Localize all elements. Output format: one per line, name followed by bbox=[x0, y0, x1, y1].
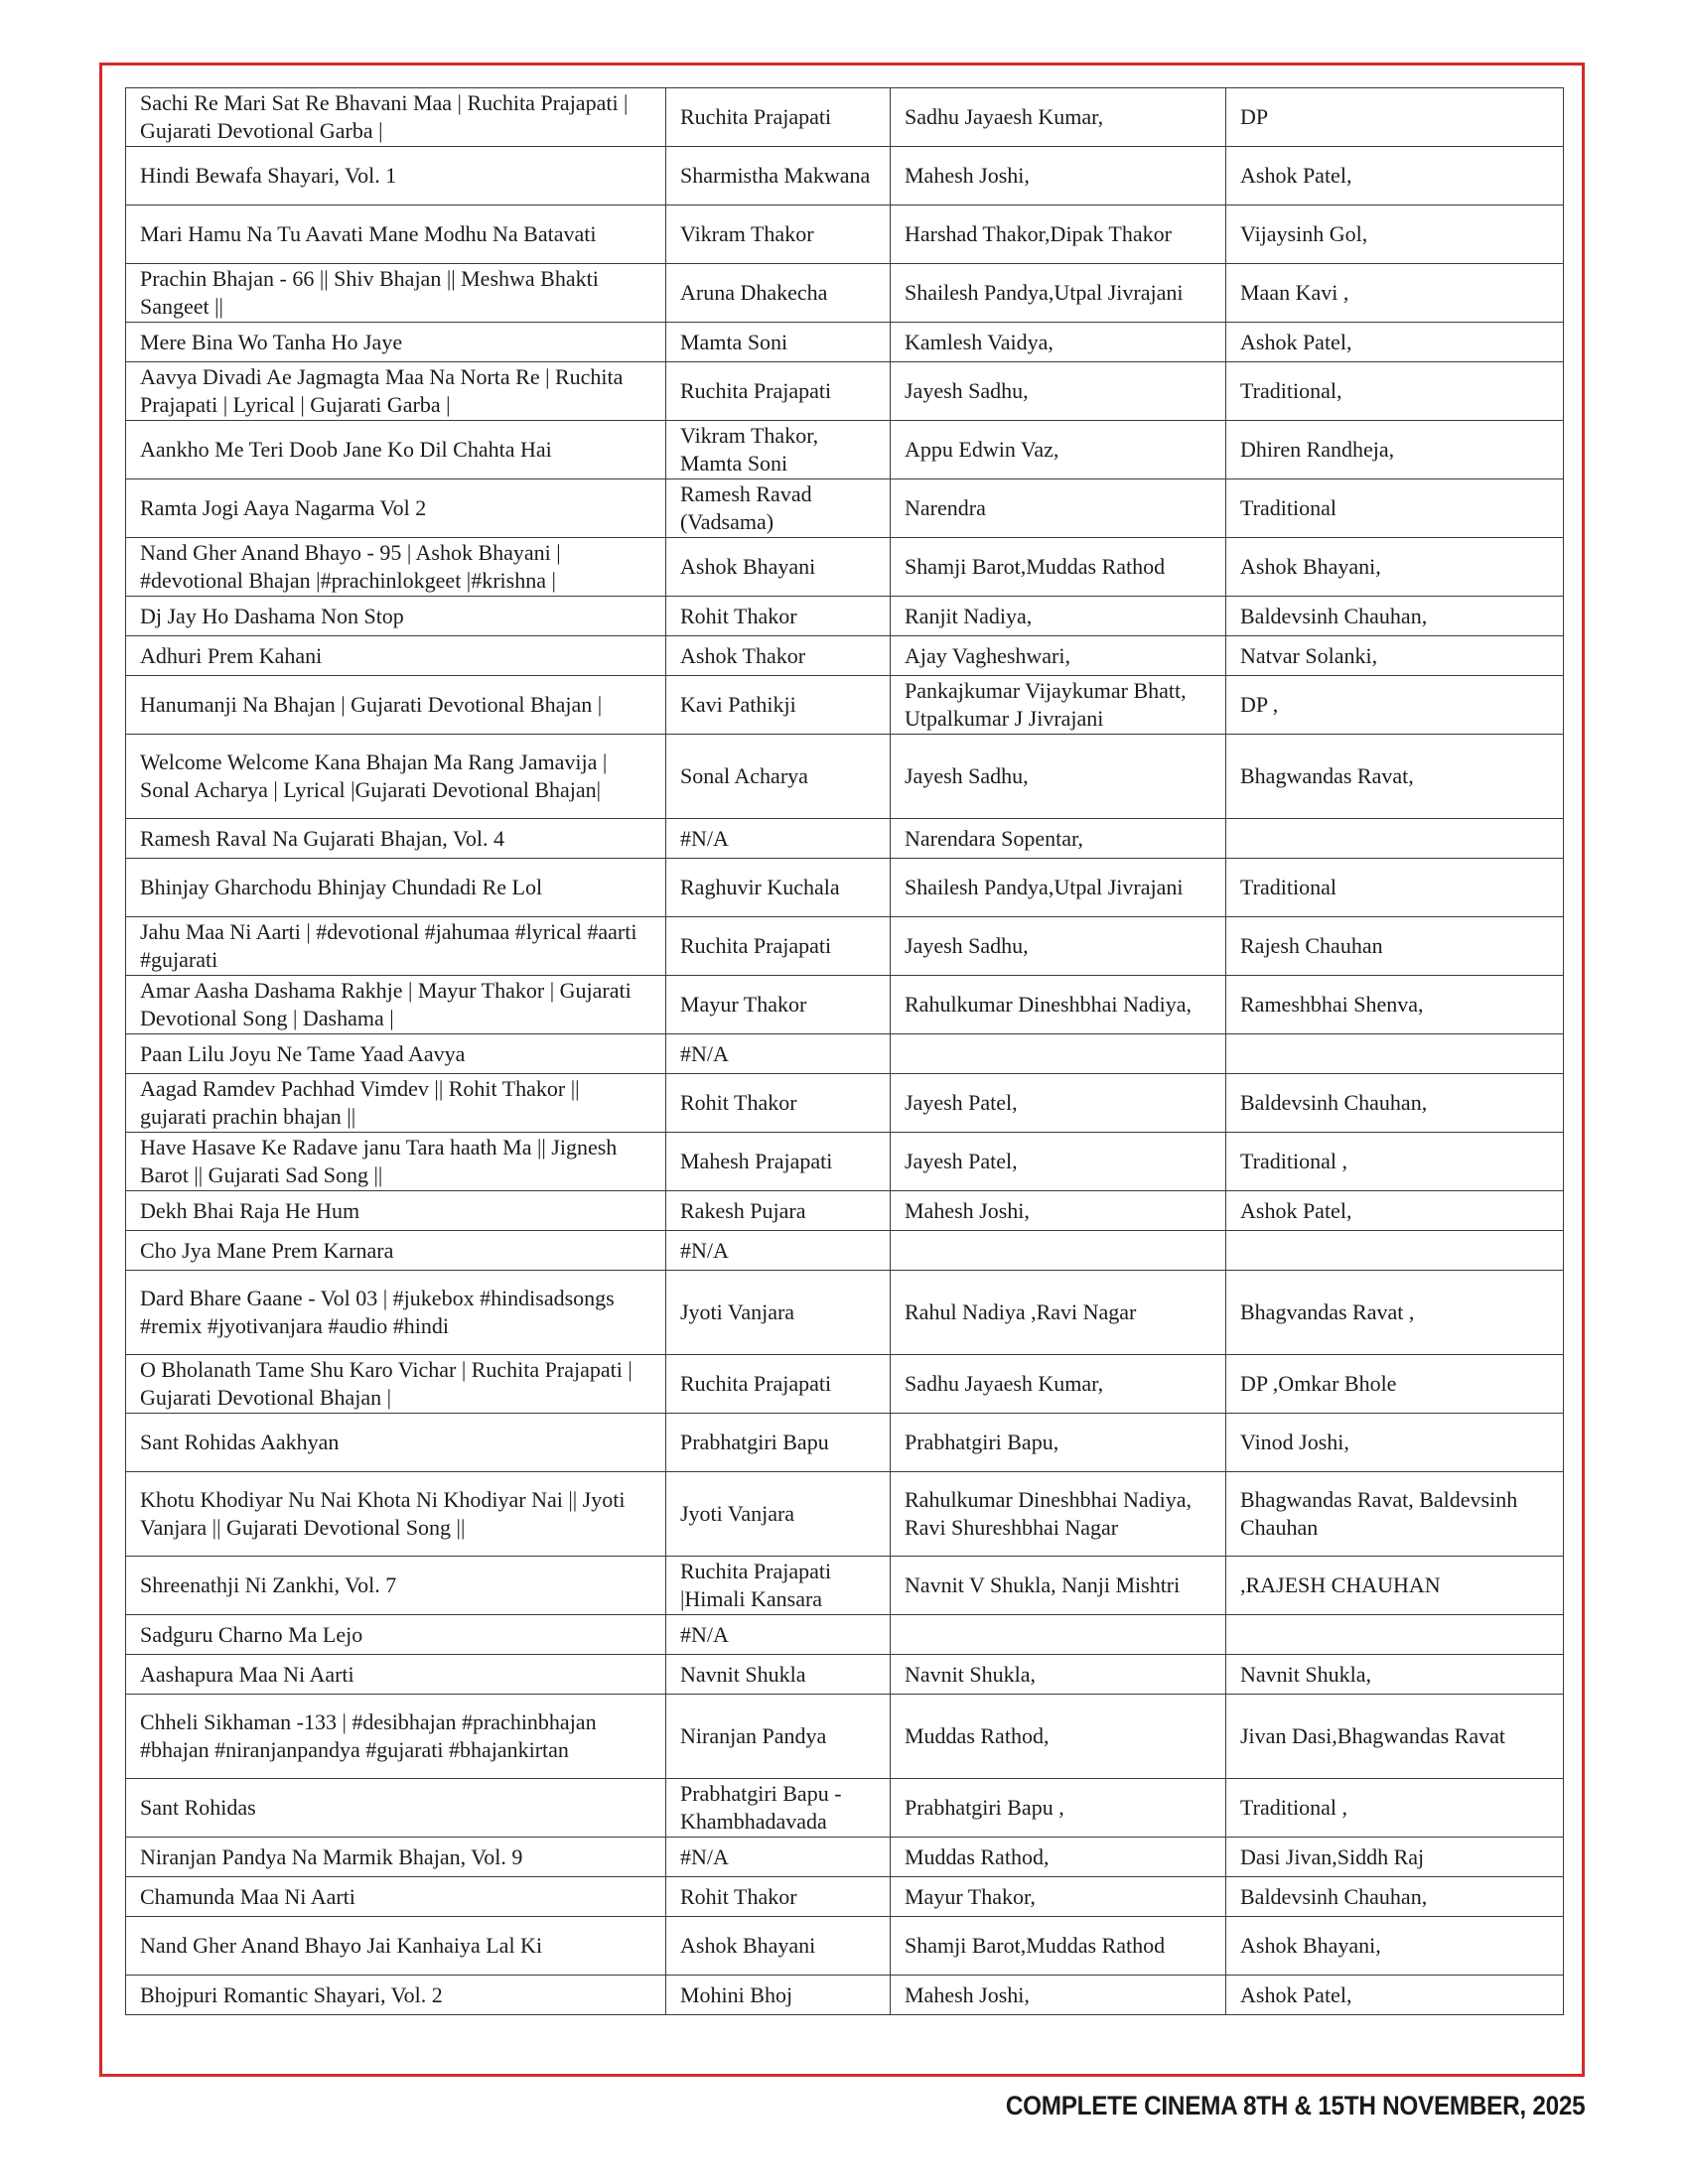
lyricist-cell: Dhiren Randheja, bbox=[1226, 421, 1564, 479]
table-row bbox=[126, 636, 1564, 676]
singer-cell: Kavi Pathikji bbox=[666, 676, 891, 735]
music-director-cell: Shailesh Pandya,Utpal Jivrajani bbox=[891, 859, 1226, 917]
music-director-cell: Appu Edwin Vaz, bbox=[891, 421, 1226, 479]
song-credits-table bbox=[125, 87, 1564, 2015]
lyricist-cell bbox=[1226, 1034, 1564, 1074]
table-row bbox=[126, 735, 1564, 819]
song-title-cell: Sachi Re Mari Sat Re Bhavani Maa | Ruchita Prajapati | Gujarati Devotional Garba | bbox=[126, 88, 666, 147]
music-director-cell: Muddas Rathod, bbox=[891, 1695, 1226, 1779]
singer-cell: Ruchita Prajapati bbox=[666, 917, 891, 976]
lyricist-cell: Ashok Patel, bbox=[1226, 1976, 1564, 2015]
table-row bbox=[126, 323, 1564, 362]
song-title-cell: O Bholanath Tame Shu Karo Vichar | Ruchita Prajapati | Gujarati Devotional Bhajan | bbox=[126, 1355, 666, 1414]
singer-cell: Mamta Soni bbox=[666, 323, 891, 362]
song-title-cell: Welcome Welcome Kana Bhajan Ma Rang Jamavija | Sonal Acharya | Lyrical |Gujarati Devotional Bhajan| bbox=[126, 735, 666, 819]
lyricist-cell: Ashok Bhayani, bbox=[1226, 538, 1564, 597]
singer-cell: Niranjan Pandya bbox=[666, 1695, 891, 1779]
table-row bbox=[126, 1877, 1564, 1917]
song-title-cell: Sadguru Charno Ma Lejo bbox=[126, 1615, 666, 1655]
song-title-cell: Cho Jya Mane Prem Karnara bbox=[126, 1231, 666, 1271]
lyricist-cell: Baldevsinh Chauhan, bbox=[1226, 597, 1564, 636]
table-row bbox=[126, 597, 1564, 636]
lyricist-cell: Traditional, bbox=[1226, 362, 1564, 421]
singer-cell: Ramesh Ravad (Vadsama) bbox=[666, 479, 891, 538]
lyricist-cell: Traditional bbox=[1226, 859, 1564, 917]
table-row bbox=[126, 1414, 1564, 1472]
song-title-cell: Aankho Me Teri Doob Jane Ko Dil Chahta Hai bbox=[126, 421, 666, 479]
singer-cell: #N/A bbox=[666, 1838, 891, 1877]
music-director-cell: Shailesh Pandya,Utpal Jivrajani bbox=[891, 264, 1226, 323]
lyricist-cell: Ashok Patel, bbox=[1226, 323, 1564, 362]
lyricist-cell bbox=[1226, 1615, 1564, 1655]
song-title-cell: Paan Lilu Joyu Ne Tame Yaad Aavya bbox=[126, 1034, 666, 1074]
table-row bbox=[126, 1355, 1564, 1414]
table-row bbox=[126, 1472, 1564, 1557]
music-director-cell: Shamji Barot,Muddas Rathod bbox=[891, 538, 1226, 597]
song-title-cell: Ramta Jogi Aaya Nagarma Vol 2 bbox=[126, 479, 666, 538]
song-title-cell: Dard Bhare Gaane - Vol 03 | #jukebox #hindisadsongs #remix #jyotivanjara #audio #hindi bbox=[126, 1271, 666, 1355]
song-title-cell: Jahu Maa Ni Aarti | #devotional #jahumaa #lyrical #aarti #gujarati bbox=[126, 917, 666, 976]
song-title-cell: Dekh Bhai Raja He Hum bbox=[126, 1191, 666, 1231]
table-row bbox=[126, 1271, 1564, 1355]
table-row bbox=[126, 1917, 1564, 1976]
lyricist-cell: Traditional bbox=[1226, 479, 1564, 538]
music-director-cell: Jayesh Sadhu, bbox=[891, 362, 1226, 421]
lyricist-cell: DP , bbox=[1226, 676, 1564, 735]
singer-cell: Jyoti Vanjara bbox=[666, 1472, 891, 1557]
singer-cell: Ruchita Prajapati bbox=[666, 1355, 891, 1414]
song-title-cell: Ramesh Raval Na Gujarati Bhajan, Vol. 4 bbox=[126, 819, 666, 859]
singer-cell: Rohit Thakor bbox=[666, 1877, 891, 1917]
music-director-cell: Jayesh Patel, bbox=[891, 1074, 1226, 1133]
music-director-cell bbox=[891, 1615, 1226, 1655]
music-director-cell: Jayesh Patel, bbox=[891, 1133, 1226, 1191]
table-row bbox=[126, 1557, 1564, 1615]
song-title-cell: Shreenathji Ni Zankhi, Vol. 7 bbox=[126, 1557, 666, 1615]
singer-cell: Prabhatgiri Bapu - Khambhadavada bbox=[666, 1779, 891, 1838]
music-director-cell: Prabhatgiri Bapu , bbox=[891, 1779, 1226, 1838]
music-director-cell: Sadhu Jayaesh Kumar, bbox=[891, 1355, 1226, 1414]
table-row bbox=[126, 676, 1564, 735]
music-director-cell bbox=[891, 1231, 1226, 1271]
lyricist-cell: Traditional , bbox=[1226, 1133, 1564, 1191]
song-title-cell: Mari Hamu Na Tu Aavati Mane Modhu Na Batavati bbox=[126, 205, 666, 264]
table-row bbox=[126, 1779, 1564, 1838]
table-row bbox=[126, 362, 1564, 421]
music-director-cell: Mahesh Joshi, bbox=[891, 1191, 1226, 1231]
table-row bbox=[126, 976, 1564, 1034]
singer-cell: Raghuvir Kuchala bbox=[666, 859, 891, 917]
lyricist-cell bbox=[1226, 819, 1564, 859]
singer-cell: Sonal Acharya bbox=[666, 735, 891, 819]
song-title-cell: Nand Gher Anand Bhayo Jai Kanhaiya Lal Ki bbox=[126, 1917, 666, 1976]
song-title-cell: Sant Rohidas bbox=[126, 1779, 666, 1838]
singer-cell: Sharmistha Makwana bbox=[666, 147, 891, 205]
table-row bbox=[126, 1231, 1564, 1271]
singer-cell: Mayur Thakor bbox=[666, 976, 891, 1034]
singer-cell: #N/A bbox=[666, 819, 891, 859]
table-row bbox=[126, 205, 1564, 264]
song-title-cell: Niranjan Pandya Na Marmik Bhajan, Vol. 9 bbox=[126, 1838, 666, 1877]
lyricist-cell: Ashok Bhayani, bbox=[1226, 1917, 1564, 1976]
singer-cell: Ruchita Prajapati bbox=[666, 88, 891, 147]
song-title-cell: Hanumanji Na Bhajan | Gujarati Devotional Bhajan | bbox=[126, 676, 666, 735]
music-director-cell: Prabhatgiri Bapu, bbox=[891, 1414, 1226, 1472]
singer-cell: #N/A bbox=[666, 1231, 891, 1271]
table-body bbox=[126, 88, 1564, 2015]
table-row bbox=[126, 1191, 1564, 1231]
song-title-cell: Amar Aasha Dashama Rakhje | Mayur Thakor | Gujarati Devotional Song | Dashama | bbox=[126, 976, 666, 1034]
singer-cell: Prabhatgiri Bapu bbox=[666, 1414, 891, 1472]
lyricist-cell: Bhagvandas Ravat , bbox=[1226, 1271, 1564, 1355]
lyricist-cell: Ashok Patel, bbox=[1226, 147, 1564, 205]
lyricist-cell: Rajesh Chauhan bbox=[1226, 917, 1564, 976]
lyricist-cell: Baldevsinh Chauhan, bbox=[1226, 1877, 1564, 1917]
singer-cell: Navnit Shukla bbox=[666, 1655, 891, 1695]
singer-cell: Mahesh Prajapati bbox=[666, 1133, 891, 1191]
music-director-cell: Jayesh Sadhu, bbox=[891, 917, 1226, 976]
lyricist-cell: Bhagwandas Ravat, Baldevsinh Chauhan bbox=[1226, 1472, 1564, 1557]
song-title-cell: Chheli Sikhaman -133 | #desibhajan #prachinbhajan #bhajan #niranjanpandya #gujarati #bhajankirtan bbox=[126, 1695, 666, 1779]
table-row bbox=[126, 1074, 1564, 1133]
song-title-cell: Aavya Divadi Ae Jagmagta Maa Na Norta Re | Ruchita Prajapati | Lyrical | Gujarati Garba | bbox=[126, 362, 666, 421]
singer-cell: Vikram Thakor, Mamta Soni bbox=[666, 421, 891, 479]
table-row bbox=[126, 859, 1564, 917]
lyricist-cell: DP ,Omkar Bhole bbox=[1226, 1355, 1564, 1414]
song-title-cell: Aashapura Maa Ni Aarti bbox=[126, 1655, 666, 1695]
lyricist-cell: Vinod Joshi, bbox=[1226, 1414, 1564, 1472]
music-director-cell: Ajay Vagheshwari, bbox=[891, 636, 1226, 676]
music-director-cell: Sadhu Jayaesh Kumar, bbox=[891, 88, 1226, 147]
lyricist-cell: Bhagwandas Ravat, bbox=[1226, 735, 1564, 819]
table-row bbox=[126, 1976, 1564, 2015]
lyricist-cell: Navnit Shukla, bbox=[1226, 1655, 1564, 1695]
singer-cell: Aruna Dhakecha bbox=[666, 264, 891, 323]
table-row bbox=[126, 917, 1564, 976]
singer-cell: Rohit Thakor bbox=[666, 597, 891, 636]
table-row bbox=[126, 1838, 1564, 1877]
singer-cell: Ashok Bhayani bbox=[666, 1917, 891, 1976]
singer-cell: Ruchita Prajapati |Himali Kansara bbox=[666, 1557, 891, 1615]
song-title-cell: Hindi Bewafa Shayari, Vol. 1 bbox=[126, 147, 666, 205]
singer-cell: Ashok Thakor bbox=[666, 636, 891, 676]
song-title-cell: Chamunda Maa Ni Aarti bbox=[126, 1877, 666, 1917]
table-row bbox=[126, 421, 1564, 479]
song-title-cell: Have Hasave Ke Radave janu Tara haath Ma || Jignesh Barot || Gujarati Sad Song || bbox=[126, 1133, 666, 1191]
lyricist-cell: ,RAJESH CHAUHAN bbox=[1226, 1557, 1564, 1615]
table-row bbox=[126, 1695, 1564, 1779]
song-title-cell: Dj Jay Ho Dashama Non Stop bbox=[126, 597, 666, 636]
table-row bbox=[126, 1034, 1564, 1074]
singer-cell: #N/A bbox=[666, 1615, 891, 1655]
song-title-cell: Aagad Ramdev Pachhad Vimdev || Rohit Thakor || gujarati prachin bhajan || bbox=[126, 1074, 666, 1133]
table-row bbox=[126, 147, 1564, 205]
music-director-cell: Navnit V Shukla, Nanji Mishtri bbox=[891, 1557, 1226, 1615]
music-director-cell: Narendara Sopentar, bbox=[891, 819, 1226, 859]
singer-cell: Mohini Bhoj bbox=[666, 1976, 891, 2015]
table-row bbox=[126, 1655, 1564, 1695]
music-director-cell: Ranjit Nadiya, bbox=[891, 597, 1226, 636]
song-title-cell: Khotu Khodiyar Nu Nai Khota Ni Khodiyar Nai || Jyoti Vanjara || Gujarati Devotional Song || bbox=[126, 1472, 666, 1557]
music-director-cell: Harshad Thakor,Dipak Thakor bbox=[891, 205, 1226, 264]
music-director-cell: Kamlesh Vaidya, bbox=[891, 323, 1226, 362]
table-row bbox=[126, 819, 1564, 859]
singer-cell: Ruchita Prajapati bbox=[666, 362, 891, 421]
lyricist-cell: Traditional , bbox=[1226, 1779, 1564, 1838]
publication-footer: COMPLETE CINEMA 8TH & 15TH NOVEMBER, 2025 bbox=[1005, 2091, 1585, 2120]
music-director-cell: Jayesh Sadhu, bbox=[891, 735, 1226, 819]
singer-cell: Ashok Bhayani bbox=[666, 538, 891, 597]
music-director-cell bbox=[891, 1034, 1226, 1074]
table-row bbox=[126, 538, 1564, 597]
lyricist-cell: Rameshbhai Shenva, bbox=[1226, 976, 1564, 1034]
lyricist-cell: Natvar Solanki, bbox=[1226, 636, 1564, 676]
lyricist-cell: Ashok Patel, bbox=[1226, 1191, 1564, 1231]
lyricist-cell: Maan Kavi , bbox=[1226, 264, 1564, 323]
singer-cell: Rohit Thakor bbox=[666, 1074, 891, 1133]
music-director-cell: Rahul Nadiya ,Ravi Nagar bbox=[891, 1271, 1226, 1355]
music-director-cell: Rahulkumar Dineshbhai Nadiya, bbox=[891, 976, 1226, 1034]
music-director-cell: Pankajkumar Vijaykumar Bhatt, Utpalkumar J Jivrajani bbox=[891, 676, 1226, 735]
singer-cell: Jyoti Vanjara bbox=[666, 1271, 891, 1355]
lyricist-cell bbox=[1226, 1231, 1564, 1271]
song-title-cell: Mere Bina Wo Tanha Ho Jaye bbox=[126, 323, 666, 362]
music-director-cell: Mahesh Joshi, bbox=[891, 147, 1226, 205]
music-director-cell: Narendra bbox=[891, 479, 1226, 538]
lyricist-cell: DP bbox=[1226, 88, 1564, 147]
song-title-cell: Prachin Bhajan - 66 || Shiv Bhajan || Meshwa Bhakti Sangeet || bbox=[126, 264, 666, 323]
music-director-cell: Rahulkumar Dineshbhai Nadiya, Ravi Shureshbhai Nagar bbox=[891, 1472, 1226, 1557]
music-director-cell: Navnit Shukla, bbox=[891, 1655, 1226, 1695]
song-title-cell: Nand Gher Anand Bhayo - 95 | Ashok Bhayani | #devotional Bhajan |#prachinlokgeet |#krishna | bbox=[126, 538, 666, 597]
lyricist-cell: Jivan Dasi,Bhagwandas Ravat bbox=[1226, 1695, 1564, 1779]
table-row bbox=[126, 264, 1564, 323]
lyricist-cell: Dasi Jivan,Siddh Raj bbox=[1226, 1838, 1564, 1877]
table-row bbox=[126, 1133, 1564, 1191]
song-title-cell: Bhojpuri Romantic Shayari, Vol. 2 bbox=[126, 1976, 666, 2015]
singer-cell: #N/A bbox=[666, 1034, 891, 1074]
music-director-cell: Mahesh Joshi, bbox=[891, 1976, 1226, 2015]
lyricist-cell: Baldevsinh Chauhan, bbox=[1226, 1074, 1564, 1133]
table-row bbox=[126, 1615, 1564, 1655]
table-row bbox=[126, 479, 1564, 538]
music-director-cell: Shamji Barot,Muddas Rathod bbox=[891, 1917, 1226, 1976]
lyricist-cell: Vijaysinh Gol, bbox=[1226, 205, 1564, 264]
song-title-cell: Sant Rohidas Aakhyan bbox=[126, 1414, 666, 1472]
song-title-cell: Bhinjay Gharchodu Bhinjay Chundadi Re Lol bbox=[126, 859, 666, 917]
singer-cell: Rakesh Pujara bbox=[666, 1191, 891, 1231]
music-director-cell: Mayur Thakor, bbox=[891, 1877, 1226, 1917]
table-row bbox=[126, 88, 1564, 147]
song-title-cell: Adhuri Prem Kahani bbox=[126, 636, 666, 676]
music-director-cell: Muddas Rathod, bbox=[891, 1838, 1226, 1877]
singer-cell: Vikram Thakor bbox=[666, 205, 891, 264]
